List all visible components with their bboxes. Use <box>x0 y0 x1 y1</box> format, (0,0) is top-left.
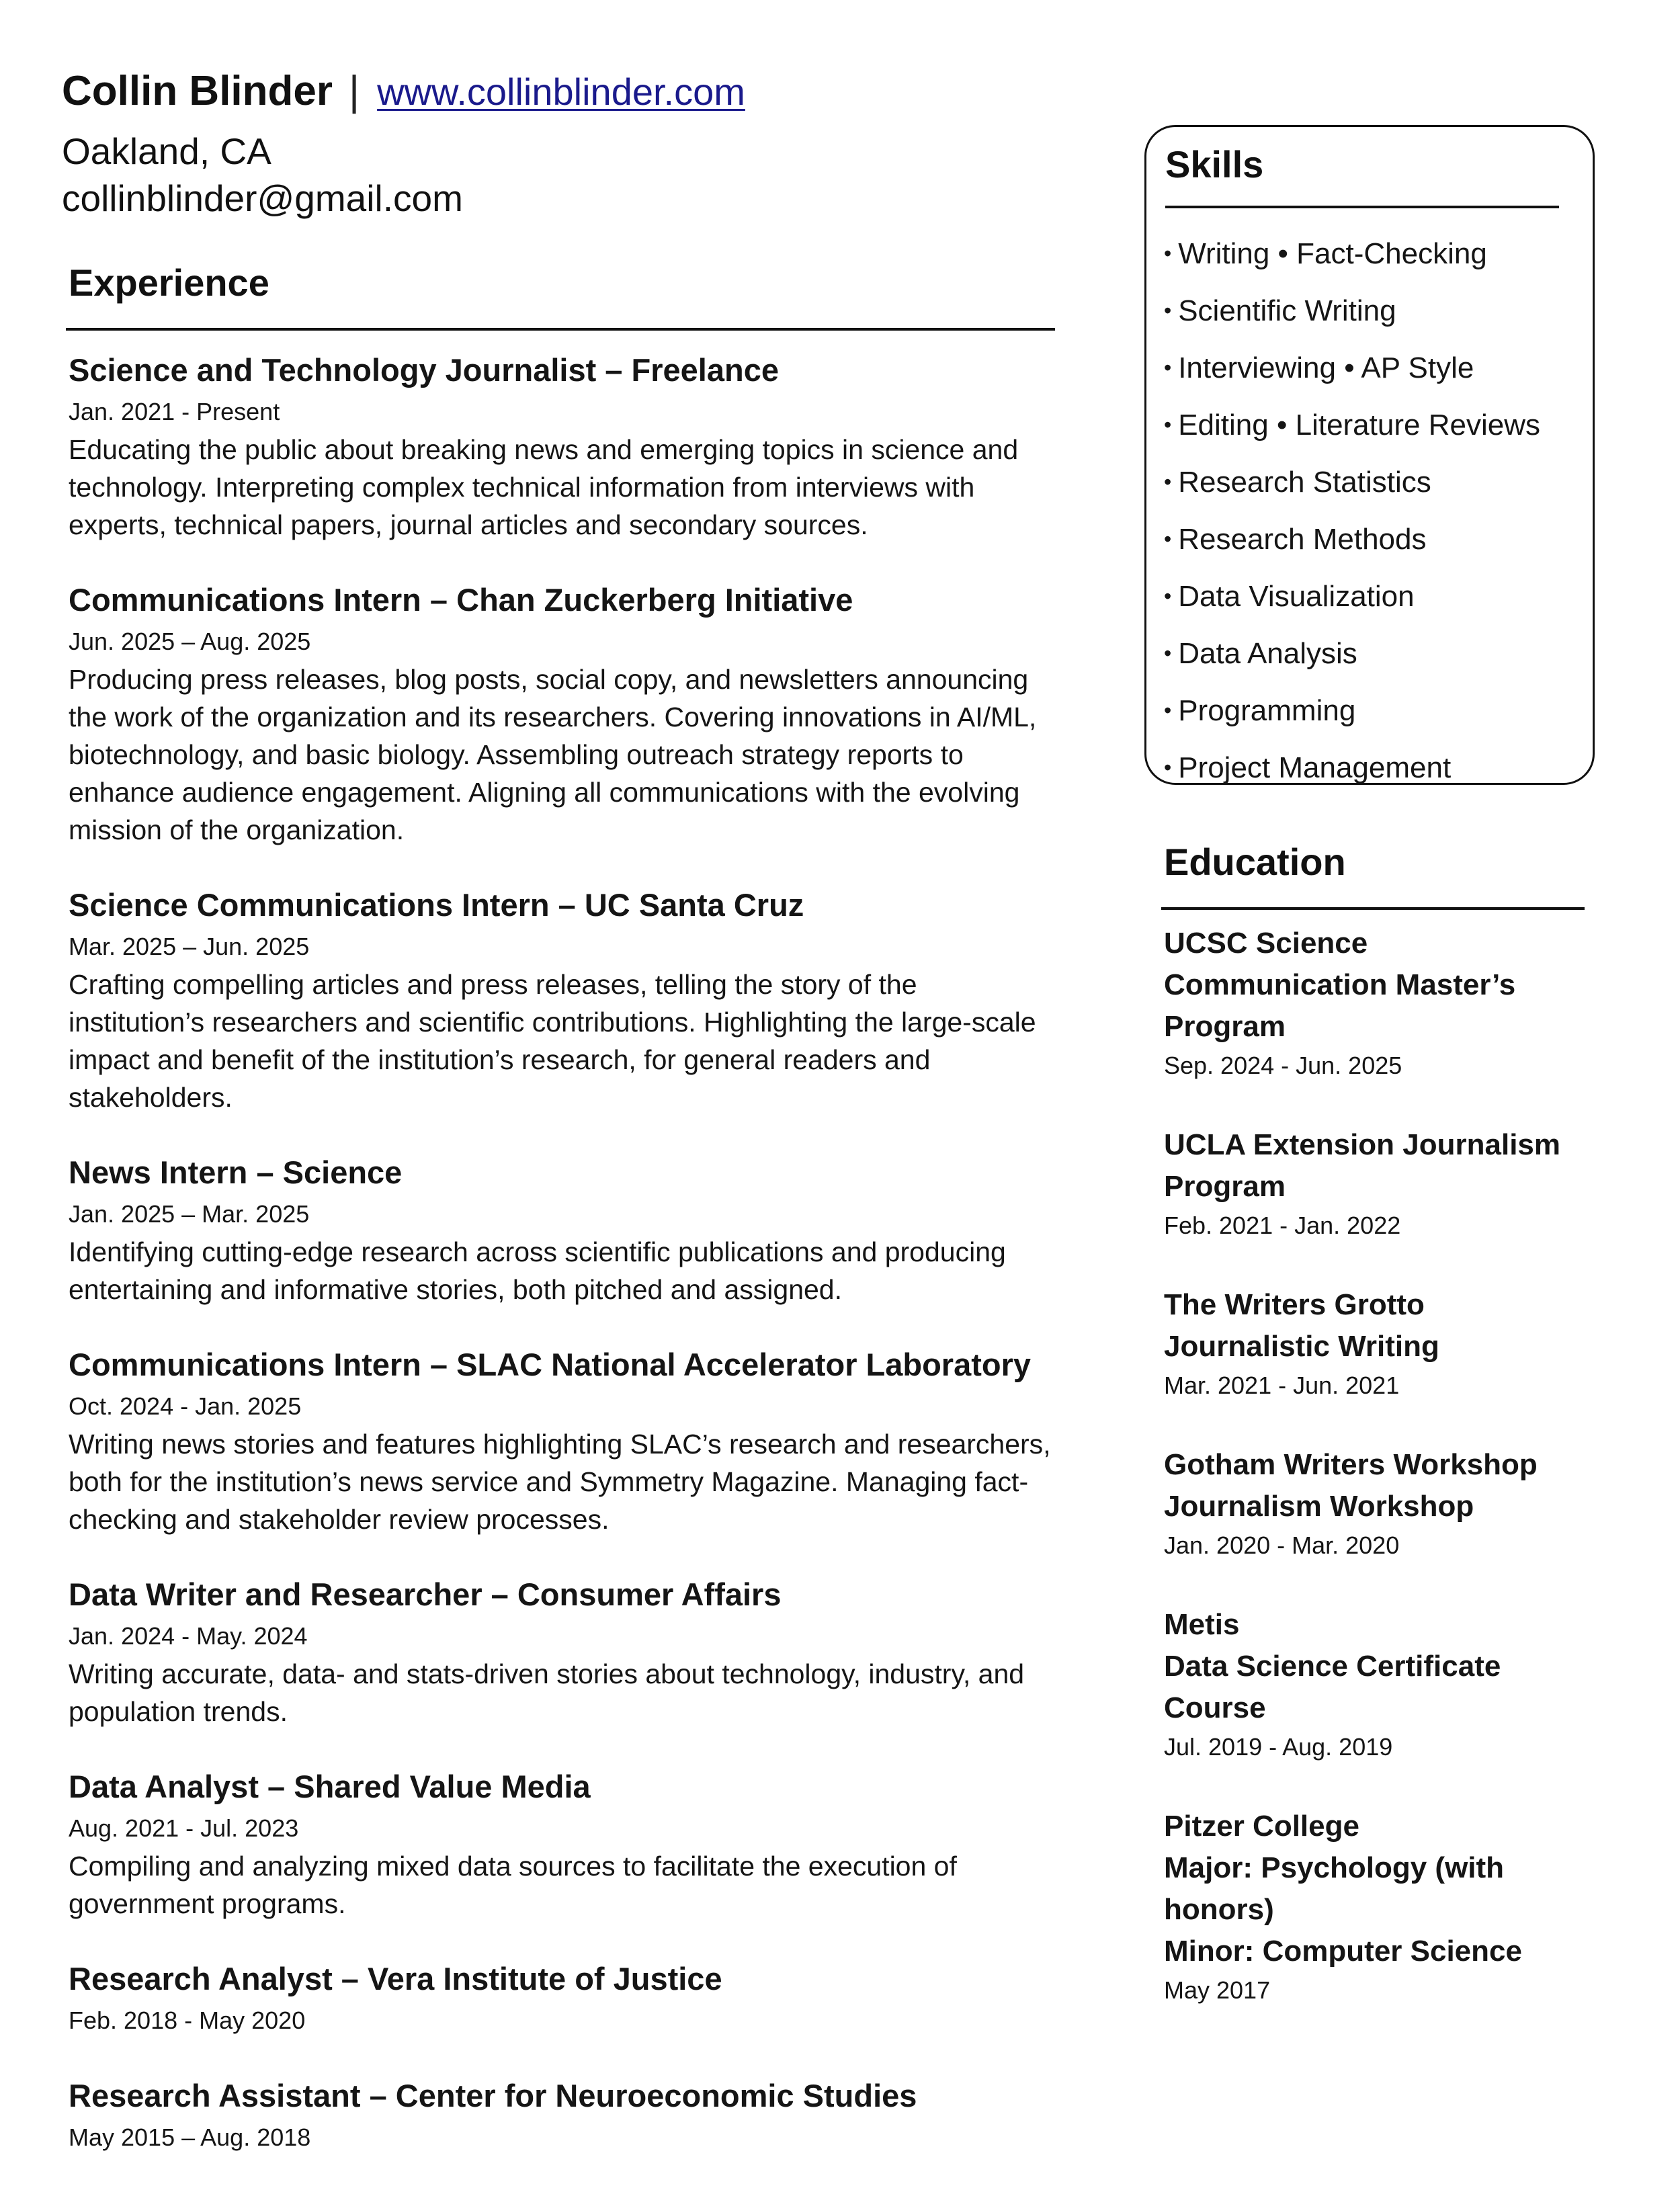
skill-item <box>1164 569 1540 626</box>
job-dates: Aug. 2021 - Jul. 2023 <box>69 1814 299 1842</box>
bullet-icon: • <box>1164 241 1172 265</box>
candidate-name: Collin Blinder <box>62 68 333 114</box>
education-title: Program <box>1164 1170 1286 1203</box>
job-entry <box>69 347 1055 544</box>
education-title: Program <box>1164 1010 1286 1043</box>
education-dates: May 2017 <box>1164 1976 1271 2004</box>
job-description: Writing accurate, data- and stats-driven stories about technology, industry, and population trends. <box>69 1658 1025 1727</box>
education-entry <box>1164 923 1594 1084</box>
skill-item <box>1164 455 1540 512</box>
name-separator: | <box>349 68 360 114</box>
bullet-icon: • <box>1164 641 1172 665</box>
education-title: Metis <box>1164 1608 1240 1641</box>
skills-heading: Skills <box>1165 143 1264 185</box>
experience-heading: Experience <box>69 261 269 304</box>
education-entry <box>1164 1604 1594 1765</box>
job-description: Writing news stories and features highlighting SLAC’s research and researchers, both for the institution’s news service and Symmetry Magazine. Managing fact-checking and stakeholder review processes. <box>69 1429 1051 1535</box>
job-title: Data Writer and Researcher – Consumer Affairs <box>69 1576 782 1612</box>
education-title: UCLA Extension Journalism <box>1164 1128 1561 1161</box>
job-dates: Mar. 2025 – Jun. 2025 <box>69 933 310 960</box>
job-title: Communications Intern – SLAC National Accelerator Laboratory <box>69 1347 1032 1382</box>
skill-item <box>1164 398 1540 455</box>
job-entry <box>69 2073 1055 2156</box>
job-list <box>69 347 1055 2190</box>
bullet-icon: • <box>1164 698 1172 722</box>
education-title: Course <box>1164 1691 1266 1724</box>
education-title: Data Science Certificate <box>1164 1650 1501 1683</box>
skill-item <box>1164 284 1540 341</box>
skill-item <box>1164 341 1540 398</box>
education-entry <box>1164 1124 1594 1244</box>
education-title: Minor: Computer Science <box>1164 1935 1522 1968</box>
skills-panel <box>1144 125 1595 785</box>
experience-divider <box>66 328 1055 331</box>
skill-item <box>1164 512 1540 569</box>
website-link[interactable]: www.collinblinder.com <box>377 71 745 113</box>
skills-divider <box>1165 206 1559 208</box>
job-title: News Intern – Science <box>69 1154 403 1190</box>
job-entry <box>69 1572 1055 1730</box>
job-description: Identifying cutting-edge research across scientific publications and producing entertaining and informative stories, both pitched and assigned. <box>69 1236 1006 1305</box>
education-entry <box>1164 1284 1594 1404</box>
bullet-icon: • <box>1164 413 1172 437</box>
education-divider <box>1161 907 1585 910</box>
skill-item <box>1164 741 1540 798</box>
job-title: Science Communications Intern – UC Santa Cruz <box>69 887 804 923</box>
job-title: Data Analyst – Shared Value Media <box>69 1769 591 1804</box>
skill-label: Research Statistics <box>1178 466 1431 499</box>
bullet-icon: • <box>1164 355 1172 380</box>
skill-label: Data Analysis <box>1178 637 1357 670</box>
skill-label: Data Visualization <box>1178 580 1415 613</box>
job-dates: Jan. 2021 - Present <box>69 398 280 425</box>
job-dates: Jun. 2025 – Aug. 2025 <box>69 628 311 655</box>
skill-item <box>1164 226 1540 284</box>
education-dates: Jul. 2019 - Aug. 2019 <box>1164 1733 1393 1761</box>
education-title: honors) <box>1164 1893 1274 1926</box>
job-entry <box>69 882 1055 1116</box>
skills-list <box>1164 226 1540 798</box>
skill-label: Editing • Literature Reviews <box>1178 409 1540 441</box>
education-title: UCSC Science <box>1164 927 1368 960</box>
skill-item <box>1164 626 1540 683</box>
resume-header <box>62 67 745 222</box>
education-list <box>1164 923 1594 2049</box>
skill-item <box>1164 683 1540 741</box>
job-dates: Feb. 2018 - May 2020 <box>69 2007 306 2034</box>
education-title: Communication Master’s <box>1164 968 1516 1001</box>
skill-label: Interviewing • AP Style <box>1178 351 1474 384</box>
bullet-icon: • <box>1164 584 1172 608</box>
job-description: Educating the public about breaking news and emerging topics in science and technology. Interpreting complex technical information from interviews with experts, technical papers, journal articles and secondary sources. <box>69 434 1019 540</box>
bullet-icon: • <box>1164 298 1172 323</box>
skill-label: Programming <box>1178 694 1356 727</box>
job-title: Science and Technology Journalist – Freelance <box>69 352 779 388</box>
bullet-icon: • <box>1164 470 1172 494</box>
job-description: Producing press releases, blog posts, social copy, and newsletters announcing the work of the organization and its researchers. Covering innovations in AI/ML, biotechnology, and basic biology. Assembling outreach strategy reports to enhance audience engagement. Aligning all communications with the evolving mission of the organization. <box>69 664 1037 845</box>
education-title: The Writers Grotto <box>1164 1288 1425 1321</box>
job-dates: Jan. 2025 – Mar. 2025 <box>69 1200 310 1228</box>
education-title: Journalistic Writing <box>1164 1330 1439 1363</box>
job-entry <box>69 1956 1055 2039</box>
education-dates: Sep. 2024 - Jun. 2025 <box>1164 1052 1402 1079</box>
education-dates: Mar. 2021 - Jun. 2021 <box>1164 1372 1400 1399</box>
skill-label: Scientific Writing <box>1178 294 1396 327</box>
education-entry <box>1164 1806 1594 2009</box>
education-title: Journalism Workshop <box>1164 1490 1474 1523</box>
name-line <box>62 67 745 128</box>
education-dates: Jan. 2020 - Mar. 2020 <box>1164 1531 1400 1559</box>
job-dates: Oct. 2024 - Jan. 2025 <box>69 1392 302 1420</box>
job-dates: May 2015 – Aug. 2018 <box>69 2123 311 2151</box>
education-dates: Feb. 2021 - Jan. 2022 <box>1164 1212 1401 1239</box>
job-title: Communications Intern – Chan Zuckerberg Initiative <box>69 582 853 618</box>
location: Oakland, CA <box>62 130 271 172</box>
skill-label: Research Methods <box>1178 523 1427 556</box>
education-title: Gotham Writers Workshop <box>1164 1448 1538 1481</box>
job-entry <box>69 1150 1055 1308</box>
job-dates: Jan. 2024 - May. 2024 <box>69 1622 308 1650</box>
job-entry <box>69 1342 1055 1538</box>
skill-label: Writing • Fact-Checking <box>1178 237 1487 270</box>
job-title: Research Assistant – Center for Neuroeconomic Studies <box>69 2078 917 2113</box>
education-entry <box>1164 1444 1594 1564</box>
bullet-icon: • <box>1164 755 1172 780</box>
experience-section <box>69 259 1055 2151</box>
job-description: Compiling and analyzing mixed data sources to facilitate the execution of government programs. <box>69 1851 957 1919</box>
skill-label: Project Management <box>1178 751 1452 784</box>
education-heading: Education <box>1164 841 1346 883</box>
email: collinblinder@gmail.com <box>62 177 463 219</box>
education-title: Major: Psychology (with <box>1164 1851 1505 1884</box>
job-entry <box>69 1764 1055 1923</box>
job-entry <box>69 577 1055 849</box>
education-title: Pitzer College <box>1164 1810 1359 1843</box>
bullet-icon: • <box>1164 527 1172 551</box>
education-section <box>1164 838 1594 2004</box>
job-description: Crafting compelling articles and press releases, telling the story of the institution’s researchers and scientific contributions. Highlighting the large-scale impact and benefit of the institution’s research, for general readers and stakeholders. <box>69 969 1036 1113</box>
job-title: Research Analyst – Vera Institute of Justice <box>69 1961 722 1996</box>
